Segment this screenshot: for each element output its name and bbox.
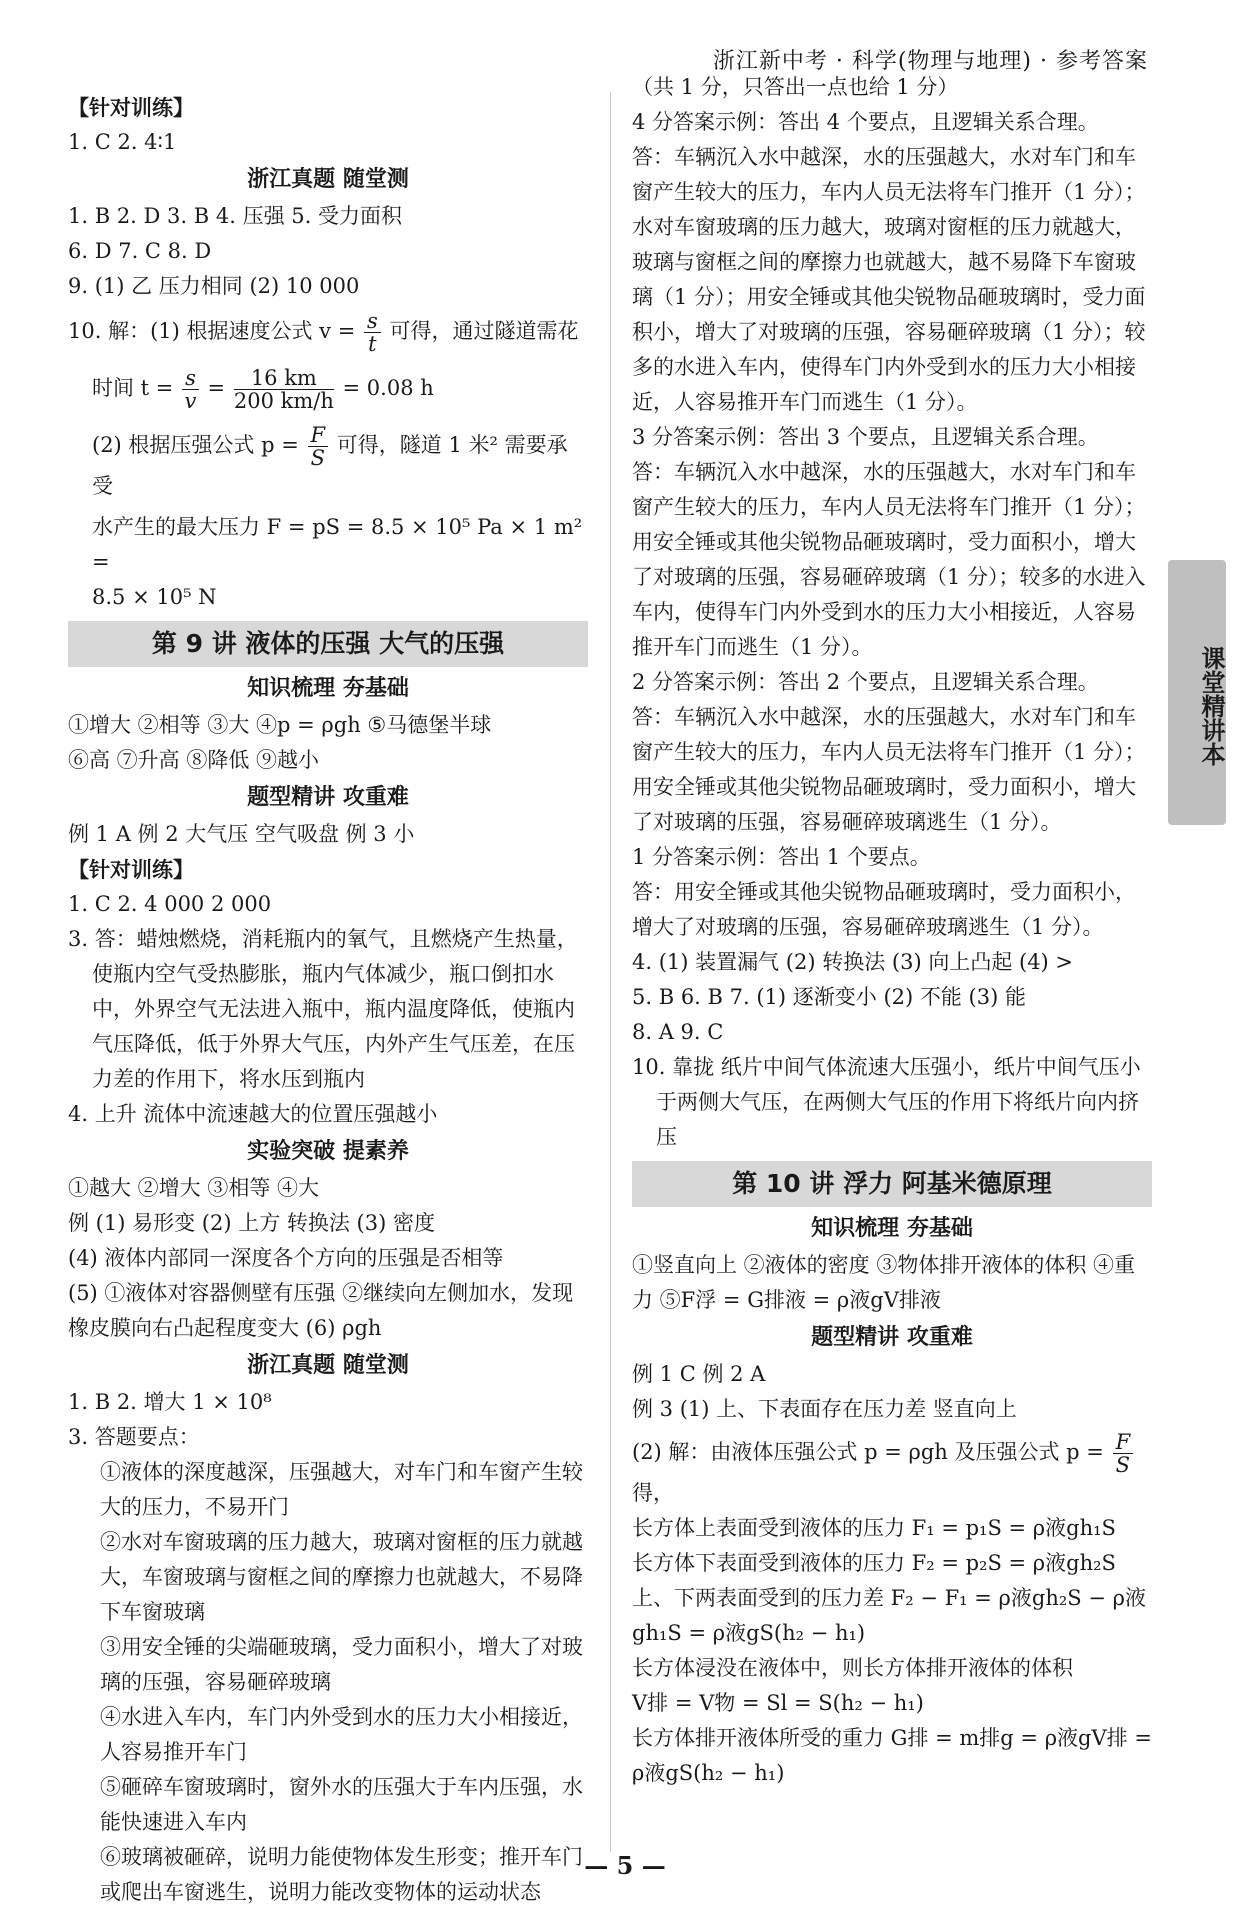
fraction <box>308 424 329 469</box>
fraction <box>1113 1431 1134 1476</box>
numerator: F <box>308 424 329 447</box>
answer-paragraph: 10. 靠拢 纸片中间气体流速大压强小，纸片中间气压小于两侧大气压，在两侧大气压的作用下将纸片向内挤压 <box>632 1055 1141 1149</box>
numerator: F <box>1113 1431 1134 1454</box>
text: (2) 根据压强公式 p = <box>92 433 299 457</box>
answer-line: 5. B 6. B 7. (1) 逐渐变小 (2) 不能 (3) 能 <box>632 985 1026 1009</box>
answer-line: 3. 答题要点： <box>68 1425 200 1449</box>
text: = 0.08 h <box>342 376 434 400</box>
answer-point: ①液体的深度越深，压强越大，对车门和车窗产生较大的压力，不易开门 <box>100 1460 583 1519</box>
answer-line: 4. 上升 流体中流速越大的位置压强越小 <box>68 1102 438 1126</box>
answer-line: 长方体下表面受到液体的压力 F₂ = p₂S = ρ液gh₂S <box>632 1551 1116 1575</box>
section-title: 知识梳理 夯基础 <box>811 1216 973 1241</box>
answer-point: ④水进入车内，车门内外受到水的压力大小相接近，人容易推开车门 <box>100 1705 583 1764</box>
answer-paragraph: 答：车辆沉入水中越深，水的压强越大，水对车门和车窗产生较大的压力，车内人员无法将车门推开（1 分）；用安全锤或其他尖锐物品砸玻璃时，受力面积小，增大了对玻璃的压强，容易砸碎玻璃逃生（1 分）。 <box>632 705 1146 834</box>
numerator: s <box>364 310 381 333</box>
section-title: 浙江真题 随堂测 <box>247 167 409 192</box>
answer-line <box>632 1431 1152 1511</box>
answer-line: 1 分答案示例：答出 1 个要点。 <box>632 845 931 869</box>
denominator: v <box>184 389 197 413</box>
lecture-title: 第 10 讲 浮力 阿基米德原理 <box>632 1161 1152 1207</box>
answer-paragraph: 长方体排开液体所受的重力 G排 = m排g = ρ液gV排 = ρ液gS(h₂ − h₁) <box>632 1726 1152 1785</box>
answer-paragraph: 答：用安全锤或其他尖锐物品砸玻璃时，受力面积小，增大了对玻璃的压强，容易砸碎玻璃逃生（1 分）。 <box>632 880 1136 939</box>
denominator: S <box>1115 1453 1131 1477</box>
numerator: 16 km <box>234 367 334 390</box>
answer-line: 4 分答案示例：答出 4 个要点，且逻辑关系合理。 <box>632 110 1099 134</box>
text: 得， <box>632 1481 674 1505</box>
answer-line: 9. (1) 乙 压力相同 (2) 10 000 <box>68 274 360 298</box>
answer-line: ⑥高 ⑦升高 ⑧降低 ⑨越小 <box>68 748 320 772</box>
section-title: 题型精讲 攻重难 <box>247 785 409 810</box>
side-tab: 课堂精讲本 <box>1168 560 1226 825</box>
answer-line: V排 = V物 = Sl = S(h₂ − h₁) <box>632 1691 924 1715</box>
answer-line: 长方体浸没在液体中，则长方体排开液体的体积 <box>632 1656 1073 1680</box>
answer-line: 例 1 C 例 2 A <box>632 1362 766 1386</box>
text: 可得，隧道 1 米² 需要承受 <box>92 433 568 498</box>
fraction <box>182 367 199 412</box>
answer-line: (4) 液体内部同一深度各个方向的压强是否相等 <box>68 1246 504 1270</box>
answer-paragraph: ①竖直向上 ②液体的密度 ③物体排开液体的体积 ④重力 ⑤F浮 = G排液 = ρ液gV排液 <box>632 1253 1136 1312</box>
lecture-title: 第 9 讲 液体的压强 大气的压强 <box>68 621 588 667</box>
answer-line: 6. D 7. C 8. D <box>68 239 212 263</box>
fraction <box>364 310 381 355</box>
denominator: t <box>368 332 377 356</box>
answer-paragraph: 答：车辆沉入水中越深，水的压强越大，水对车门和车窗产生较大的压力，车内人员无法将车门推开（1 分）；水对车窗玻璃的压力越大，玻璃对窗框的压力就越大，玻璃与窗框之间的摩擦力也就越大，越不易降下车窗玻璃（1 分）；用安全锤或其他尖锐物品砸玻璃时，受力面积小，增大了对玻璃的压强，容易砸碎玻璃（1 分）；较多的水进入车内，使得车门内外受到水的压力大小相接近，人容易推开车门而逃生（1 分）。 <box>632 145 1146 414</box>
answer-point: ⑥玻璃被砸碎，说明力能使物体发生形变；推开车门或爬出车窗逃生，说明力能改变物体的运动状态 <box>100 1845 583 1904</box>
answer-paragraph: (5) ①液体对容器侧壁有压强 ②继续向左侧加水，发现橡皮膜向右凸起程度变大 (6) ρgh <box>68 1281 574 1340</box>
denominator: S <box>310 446 325 470</box>
right-column <box>632 70 1152 1791</box>
answer-paragraph: 答：车辆沉入水中越深，水的压强越大，水对车门和车窗产生较大的压力，车内人员无法将车门推开（1 分）；用安全锤或其他尖锐物品砸玻璃时，受力面积小，增大了对玻璃的压强，容易砸碎玻璃（1 分）；较多的水进入车内，使得车门内外受到水的压力大小相接近，人容易推开车门而逃生（1 分）。 <box>632 460 1146 659</box>
fraction <box>234 367 334 412</box>
answer-line: 2 分答案示例：答出 2 个要点，且逻辑关系合理。 <box>632 670 1099 694</box>
text: = <box>207 376 226 400</box>
answer-line: 1. C 2. 4∶1 <box>68 130 177 154</box>
answer-line: 8. A 9. C <box>632 1020 724 1044</box>
section-title: 实验突破 提素养 <box>247 1139 409 1164</box>
text: 时间 t = <box>92 376 174 400</box>
section-title: 浙江真题 随堂测 <box>247 1353 409 1378</box>
answer-line: 1. C 2. 4 000 2 000 <box>68 892 272 916</box>
section-title: 知识梳理 夯基础 <box>247 676 409 701</box>
numerator: s <box>182 367 199 390</box>
section-title: 题型精讲 攻重难 <box>811 1325 973 1350</box>
answer-line: 8.5 × 10⁵ N <box>92 585 217 609</box>
left-column <box>68 90 588 1910</box>
answer-line: 1. B 2. D 3. B 4. 压强 5. 受力面积 <box>68 204 402 228</box>
answer-line: 4. (1) 装置漏气 (2) 转换法 (3) 向上凸起 (4) > <box>632 950 1074 974</box>
answer-point: ③用安全锤的尖端砸玻璃，受力面积小，增大了对玻璃的压强，容易砸碎玻璃 <box>100 1635 583 1694</box>
column-divider <box>610 92 611 1852</box>
answer-line: 例 (1) 易形变 (2) 上方 转换法 (3) 密度 <box>68 1211 435 1235</box>
answer-paragraph: 上、下两表面受到的压力差 F₂ − F₁ = ρ液gh₂S − ρ液gh₁S = ρ液gS(h₂ − h₁) <box>632 1586 1146 1645</box>
answer-line: 例 3 (1) 上、下表面存在压力差 竖直向上 <box>632 1397 1017 1421</box>
answer-line: ①增大 ②相等 ③大 ④p = ρgh ⑤马德堡半球 <box>68 713 492 737</box>
text: 可得，通过隧道需花 <box>389 319 579 343</box>
answer-line: 水产生的最大压力 F = pS = 8.5 × 10⁵ Pa × 1 m² = <box>92 515 583 574</box>
answer-line: 长方体上表面受到液体的压力 F₁ = p₁S = ρ液gh₁S <box>632 1516 1116 1540</box>
answer-line: 1. B 2. 增大 1 × 10⁸ <box>68 1390 272 1414</box>
answer-point: ⑤砸碎车窗玻璃时，窗外水的压强大于车内压强，水能快速进入车内 <box>100 1775 583 1834</box>
answer-point: ②水对车窗玻璃的压力越大，玻璃对窗框的压力就越大，车窗玻璃与窗框之间的摩擦力也就越大，不易降下车窗玻璃 <box>100 1530 583 1624</box>
page-number: — 5 — <box>584 1851 666 1880</box>
answer-line: 3 分答案示例：答出 3 个要点，且逻辑关系合理。 <box>632 425 1099 449</box>
answer-line: 例 1 A 例 2 大气压 空气吸盘 例 3 小 <box>68 822 415 846</box>
label-targeted-training: 【针对训练】 <box>68 95 194 120</box>
answer-line <box>68 424 588 504</box>
page-header: 浙江新中考 · 科学(物理与地理) · 参考答案 <box>712 49 1148 74</box>
answer-paragraph: 3. 答：蜡烛燃烧，消耗瓶内的氧气，且燃烧产生热量，使瓶内空气受热膨胀，瓶内气体减少，瓶口倒扣水中，外界空气无法进入瓶中，瓶内温度降低，使瓶内气压降低，低于外界大气压，内外产生气压差，在压力差的作用下，将水压到瓶内 <box>68 927 578 1091</box>
answer-line <box>68 310 588 355</box>
answer-line <box>68 367 588 412</box>
answer-line: ①越大 ②增大 ③相等 ④大 <box>68 1176 320 1200</box>
text: (2) 解：由液体压强公式 p = ρgh 及压强公式 p = <box>632 1440 1104 1464</box>
denominator: 200 km/h <box>233 389 334 413</box>
text: 10. 解：(1) 根据速度公式 v = <box>68 319 356 343</box>
answer-line: （共 1 分，只答出一点也给 1 分） <box>632 75 959 99</box>
label-targeted-training: 【针对训练】 <box>68 857 194 882</box>
